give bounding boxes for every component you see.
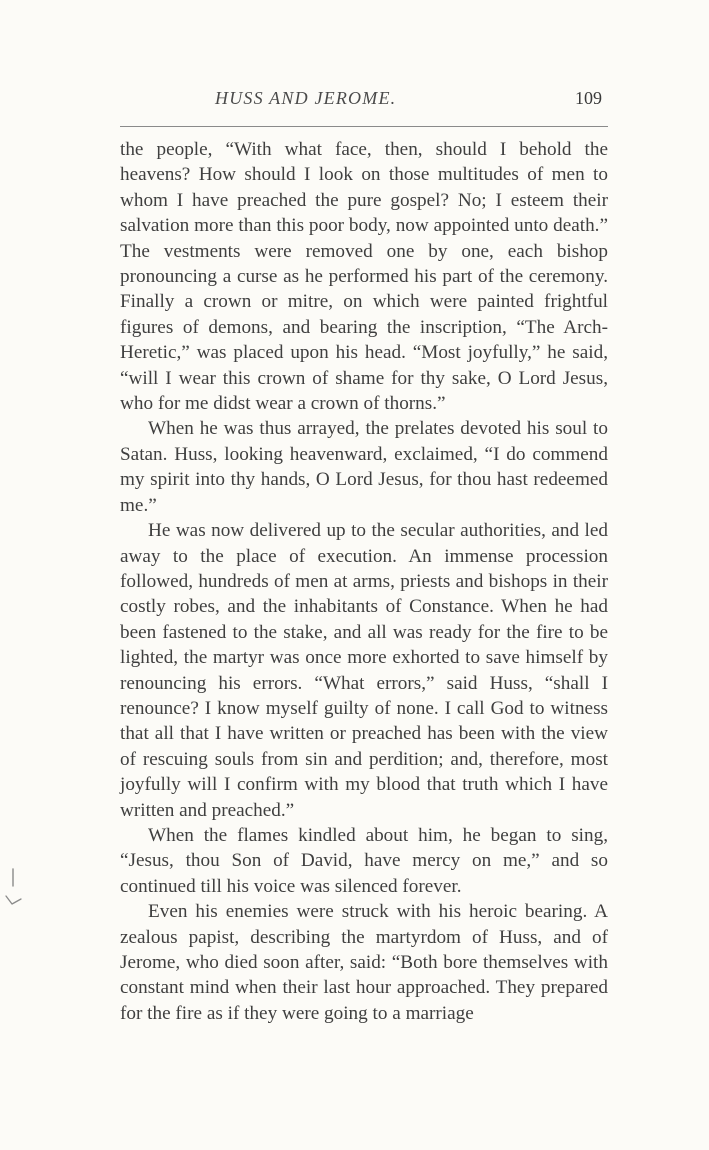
header-rule (120, 126, 608, 127)
body-text (120, 137, 608, 1026)
paragraph-5: Even his enemies were struck with his heroic bearing. A zealous papist, describing the martyrdom of Huss, and of Jerome, who died soon after, said: “Both bore themselves with constant mind when their last hour approached. They prepared for the fire as if they were going to a marriage (120, 901, 608, 1024)
paragraph-4: When the flames kindled about him, he began to sing, “Jesus, thou Son of David, have mercy on me,” and so continued till his voice was silenced forever. (120, 824, 608, 897)
running-head (120, 88, 610, 116)
paragraph-2: When he was thus arrayed, the prelates devoted his soul to Satan. Huss, looking heavenward, exclaimed, “I do commend my spirit into thy hands, O Lord Jesus, for thou hast redeemed me.” (120, 418, 608, 516)
pencil-margin-mark (4, 868, 26, 918)
running-title: HUSS AND JEROME. (215, 88, 397, 108)
paragraph-1: the people, “With what face, then, should I behold the heavens? How should I look on those multitudes of men to whom I have preached the pure gospel? No; I esteem their salvation more than this poor body, now appointed unto death.” The vestments were removed one by one, each bishop pronouncing a curse as he performed his part of the ceremony. Finally a crown or mitre, on which were painted frightful figures of demons, and bearing the inscription, “The Arch-Heretic,” was placed upon his head. “Most joyfully,” he said, “will I wear this crown of shame for thy sake, O Lord Jesus, who for me didst wear a crown of thorns.” (120, 139, 608, 415)
page-number: 109 (575, 88, 602, 108)
paragraph-3: He was now delivered up to the secular authorities, and led away to the place of execution. An immense procession followed, hundreds of men at arms, priests and bishops in their costly robes, and the inhabitants of Constance. When he had been fastened to the stake, and all was ready for the fire to be lighted, the martyr was once more exhorted to save himself by renouncing his errors. “What errors,” said Huss, “shall I renounce? I know myself guilty of none. I call God to witness that all that I have written or preached has been with the view of rescuing souls from sin and perdition; and, therefore, most joyfully will I confirm with my blood that truth which I have written and preached.” (120, 520, 608, 821)
